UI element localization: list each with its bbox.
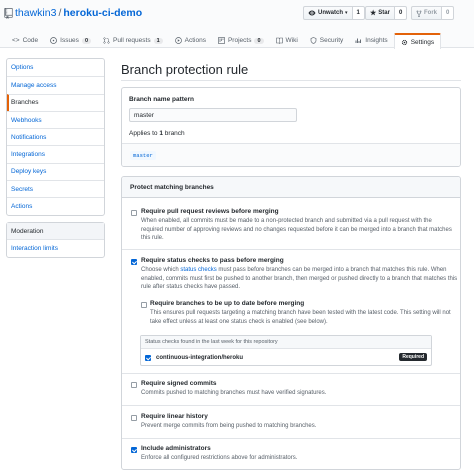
status-check-row xyxy=(141,349,431,366)
stars-count[interactable]: 0 xyxy=(395,6,407,20)
protection-rules-box xyxy=(121,176,461,470)
tab-label: Pull requests xyxy=(113,37,151,44)
fork-button[interactable] xyxy=(411,6,442,20)
tab-projects[interactable] xyxy=(212,33,270,48)
applies-count: 1 xyxy=(159,130,163,137)
repo-name-link[interactable]: heroku-ci-demo xyxy=(63,7,143,19)
require-linear-history-checkbox[interactable] xyxy=(131,415,137,421)
fork-label: Fork xyxy=(424,10,438,16)
status-check-checkbox[interactable] xyxy=(145,355,151,361)
star-label: Star xyxy=(378,10,390,16)
status-desc-post: must pass before branches can be merged into a branch that matches this rule. When enabled, commits must first be pushed to another branch, then merged or pushed directly to a branch that matches this rule after status checks have passed. xyxy=(141,267,458,290)
rule-divider xyxy=(122,373,461,374)
pull-requests-count-badge: 1 xyxy=(154,38,163,44)
include-administrators-title: Include administrators xyxy=(141,445,211,452)
code-icon: <> xyxy=(12,37,20,44)
require-status-checks-checkbox[interactable] xyxy=(131,259,137,265)
issues-count-badge: 0 xyxy=(82,38,91,44)
star-button[interactable] xyxy=(365,6,395,20)
chevron-down-icon: ▾ xyxy=(345,10,348,16)
pull-request-icon xyxy=(103,37,110,44)
require-linear-history-title: Require linear history xyxy=(141,413,208,420)
sidebar-item-integrations[interactable]: Integrations xyxy=(7,145,104,162)
forks-count[interactable]: 0 xyxy=(442,6,454,20)
star-group xyxy=(365,6,407,20)
status-check-name: continuous-integration/heroku xyxy=(156,354,243,361)
sidebar-item-webhooks[interactable]: Webhooks xyxy=(7,111,104,128)
tab-wiki[interactable] xyxy=(270,33,304,48)
tab-label: Code xyxy=(22,37,39,44)
matched-branch-tag: master xyxy=(130,151,156,160)
sidebar-item-deploy-keys[interactable]: Deploy keys xyxy=(7,163,104,180)
shield-icon xyxy=(310,37,317,44)
repo-header xyxy=(0,0,474,48)
page-title: Branch protection rule xyxy=(121,62,249,77)
watchers-count[interactable]: 1 xyxy=(353,6,365,20)
applies-to-text xyxy=(129,130,185,137)
moderation-sidebar-menu xyxy=(6,222,105,258)
fork-group xyxy=(411,6,454,20)
require-signed-commits-title: Require signed commits xyxy=(141,380,217,387)
protect-heading: Protect matching branches xyxy=(122,177,460,198)
tab-label: Wiki xyxy=(285,37,298,44)
repo-icon xyxy=(4,8,13,19)
rule-divider xyxy=(122,405,461,406)
sidebar-item-interaction-limits[interactable]: Interaction limits xyxy=(11,245,58,253)
require-reviews-desc: When enabled, all commits must be made to a non-protected branch and submitted via a pull request with the required number of approving reviews and no changes requested before it can be merged into a branch that matches this rule. xyxy=(141,218,452,241)
require-signed-commits-checkbox[interactable] xyxy=(131,382,137,388)
tab-code[interactable] xyxy=(6,33,44,48)
tab-insights[interactable] xyxy=(349,33,393,48)
require-status-checks-desc xyxy=(141,266,459,292)
repo-separator: / xyxy=(58,7,62,19)
sidebar-item-actions[interactable]: Actions xyxy=(7,197,104,214)
matched-branches-area xyxy=(122,143,461,167)
status-checks-list xyxy=(140,335,432,366)
include-administrators-checkbox[interactable] xyxy=(131,447,137,453)
tab-label: Insights xyxy=(365,37,388,44)
status-checks-heading: Status checks found in the last week for this repository xyxy=(141,336,431,349)
projects-count-badge: 0 xyxy=(254,38,263,44)
include-administrators-desc: Enforce all configured restrictions above for administrators. xyxy=(141,455,298,461)
tab-label: Issues xyxy=(60,37,79,44)
branch-pattern-input[interactable]: master xyxy=(129,108,297,122)
tab-issues[interactable] xyxy=(44,33,97,48)
require-reviews-checkbox[interactable] xyxy=(131,210,137,216)
unwatch-label: Unwatch xyxy=(318,10,344,16)
rule-divider xyxy=(122,249,461,250)
applies-suffix: branch xyxy=(162,130,185,137)
tab-label: Security xyxy=(319,37,344,44)
rule-divider xyxy=(122,438,461,439)
repo-nav-tabs xyxy=(6,33,441,48)
pattern-label: Branch name pattern xyxy=(129,96,195,103)
sidebar-item-manage-access[interactable]: Manage access xyxy=(7,76,104,93)
require-up-to-date-checkbox[interactable] xyxy=(141,302,147,308)
tab-label: Settings xyxy=(410,38,435,46)
settings-sidebar-menu xyxy=(6,58,105,216)
issue-icon xyxy=(50,37,57,44)
tab-label: Projects xyxy=(227,37,252,44)
branch-pattern-box xyxy=(121,87,461,167)
unwatch-group xyxy=(303,6,365,20)
sidebar-item-secrets[interactable]: Secrets xyxy=(7,180,104,197)
status-checks-link[interactable]: status checks xyxy=(180,267,217,273)
repo-owner-link[interactable]: thawkin3 xyxy=(15,7,57,19)
require-reviews-title: Require pull request reviews before merging xyxy=(141,208,279,215)
tab-security[interactable] xyxy=(304,33,349,48)
required-badge: Required xyxy=(399,353,427,361)
require-linear-history-desc: Prevent merge commits from being pushed to matching branches. xyxy=(141,423,317,429)
sidebar-item-options[interactable]: Options xyxy=(11,64,34,72)
applies-prefix: Applies to xyxy=(129,130,160,137)
eye-icon xyxy=(308,10,316,16)
tab-label: Actions xyxy=(184,37,206,44)
sidebar-item-notifications[interactable]: Notifications xyxy=(7,128,104,145)
tab-actions[interactable] xyxy=(169,33,212,48)
require-up-to-date-title: Require branches to be up to date before merging xyxy=(150,300,305,307)
require-status-checks-title: Require status checks to pass before merging xyxy=(141,257,284,264)
sidebar-item-branches[interactable]: Branches xyxy=(7,94,104,111)
gear-icon xyxy=(401,39,408,46)
require-signed-commits-desc: Commits pushed to matching branches must have verified signatures. xyxy=(141,390,327,396)
project-icon xyxy=(218,37,225,44)
star-icon: ★ xyxy=(370,10,377,17)
require-up-to-date-desc: This ensures pull requests targeting a matching branch have been tested with the latest code. This setting will not take effect unless at least one status check is enabled (see below). xyxy=(150,310,451,325)
graph-icon xyxy=(355,37,362,44)
moderation-heading: Moderation xyxy=(7,223,104,240)
book-icon xyxy=(276,37,283,44)
title-divider xyxy=(121,80,461,81)
status-desc-pre: Choose which xyxy=(141,267,181,273)
repo-title xyxy=(15,7,142,19)
tab-settings[interactable] xyxy=(394,33,442,49)
play-icon xyxy=(175,37,182,44)
unwatch-button[interactable] xyxy=(303,6,353,20)
fork-icon xyxy=(416,10,422,17)
tab-pull-requests[interactable] xyxy=(97,33,169,48)
